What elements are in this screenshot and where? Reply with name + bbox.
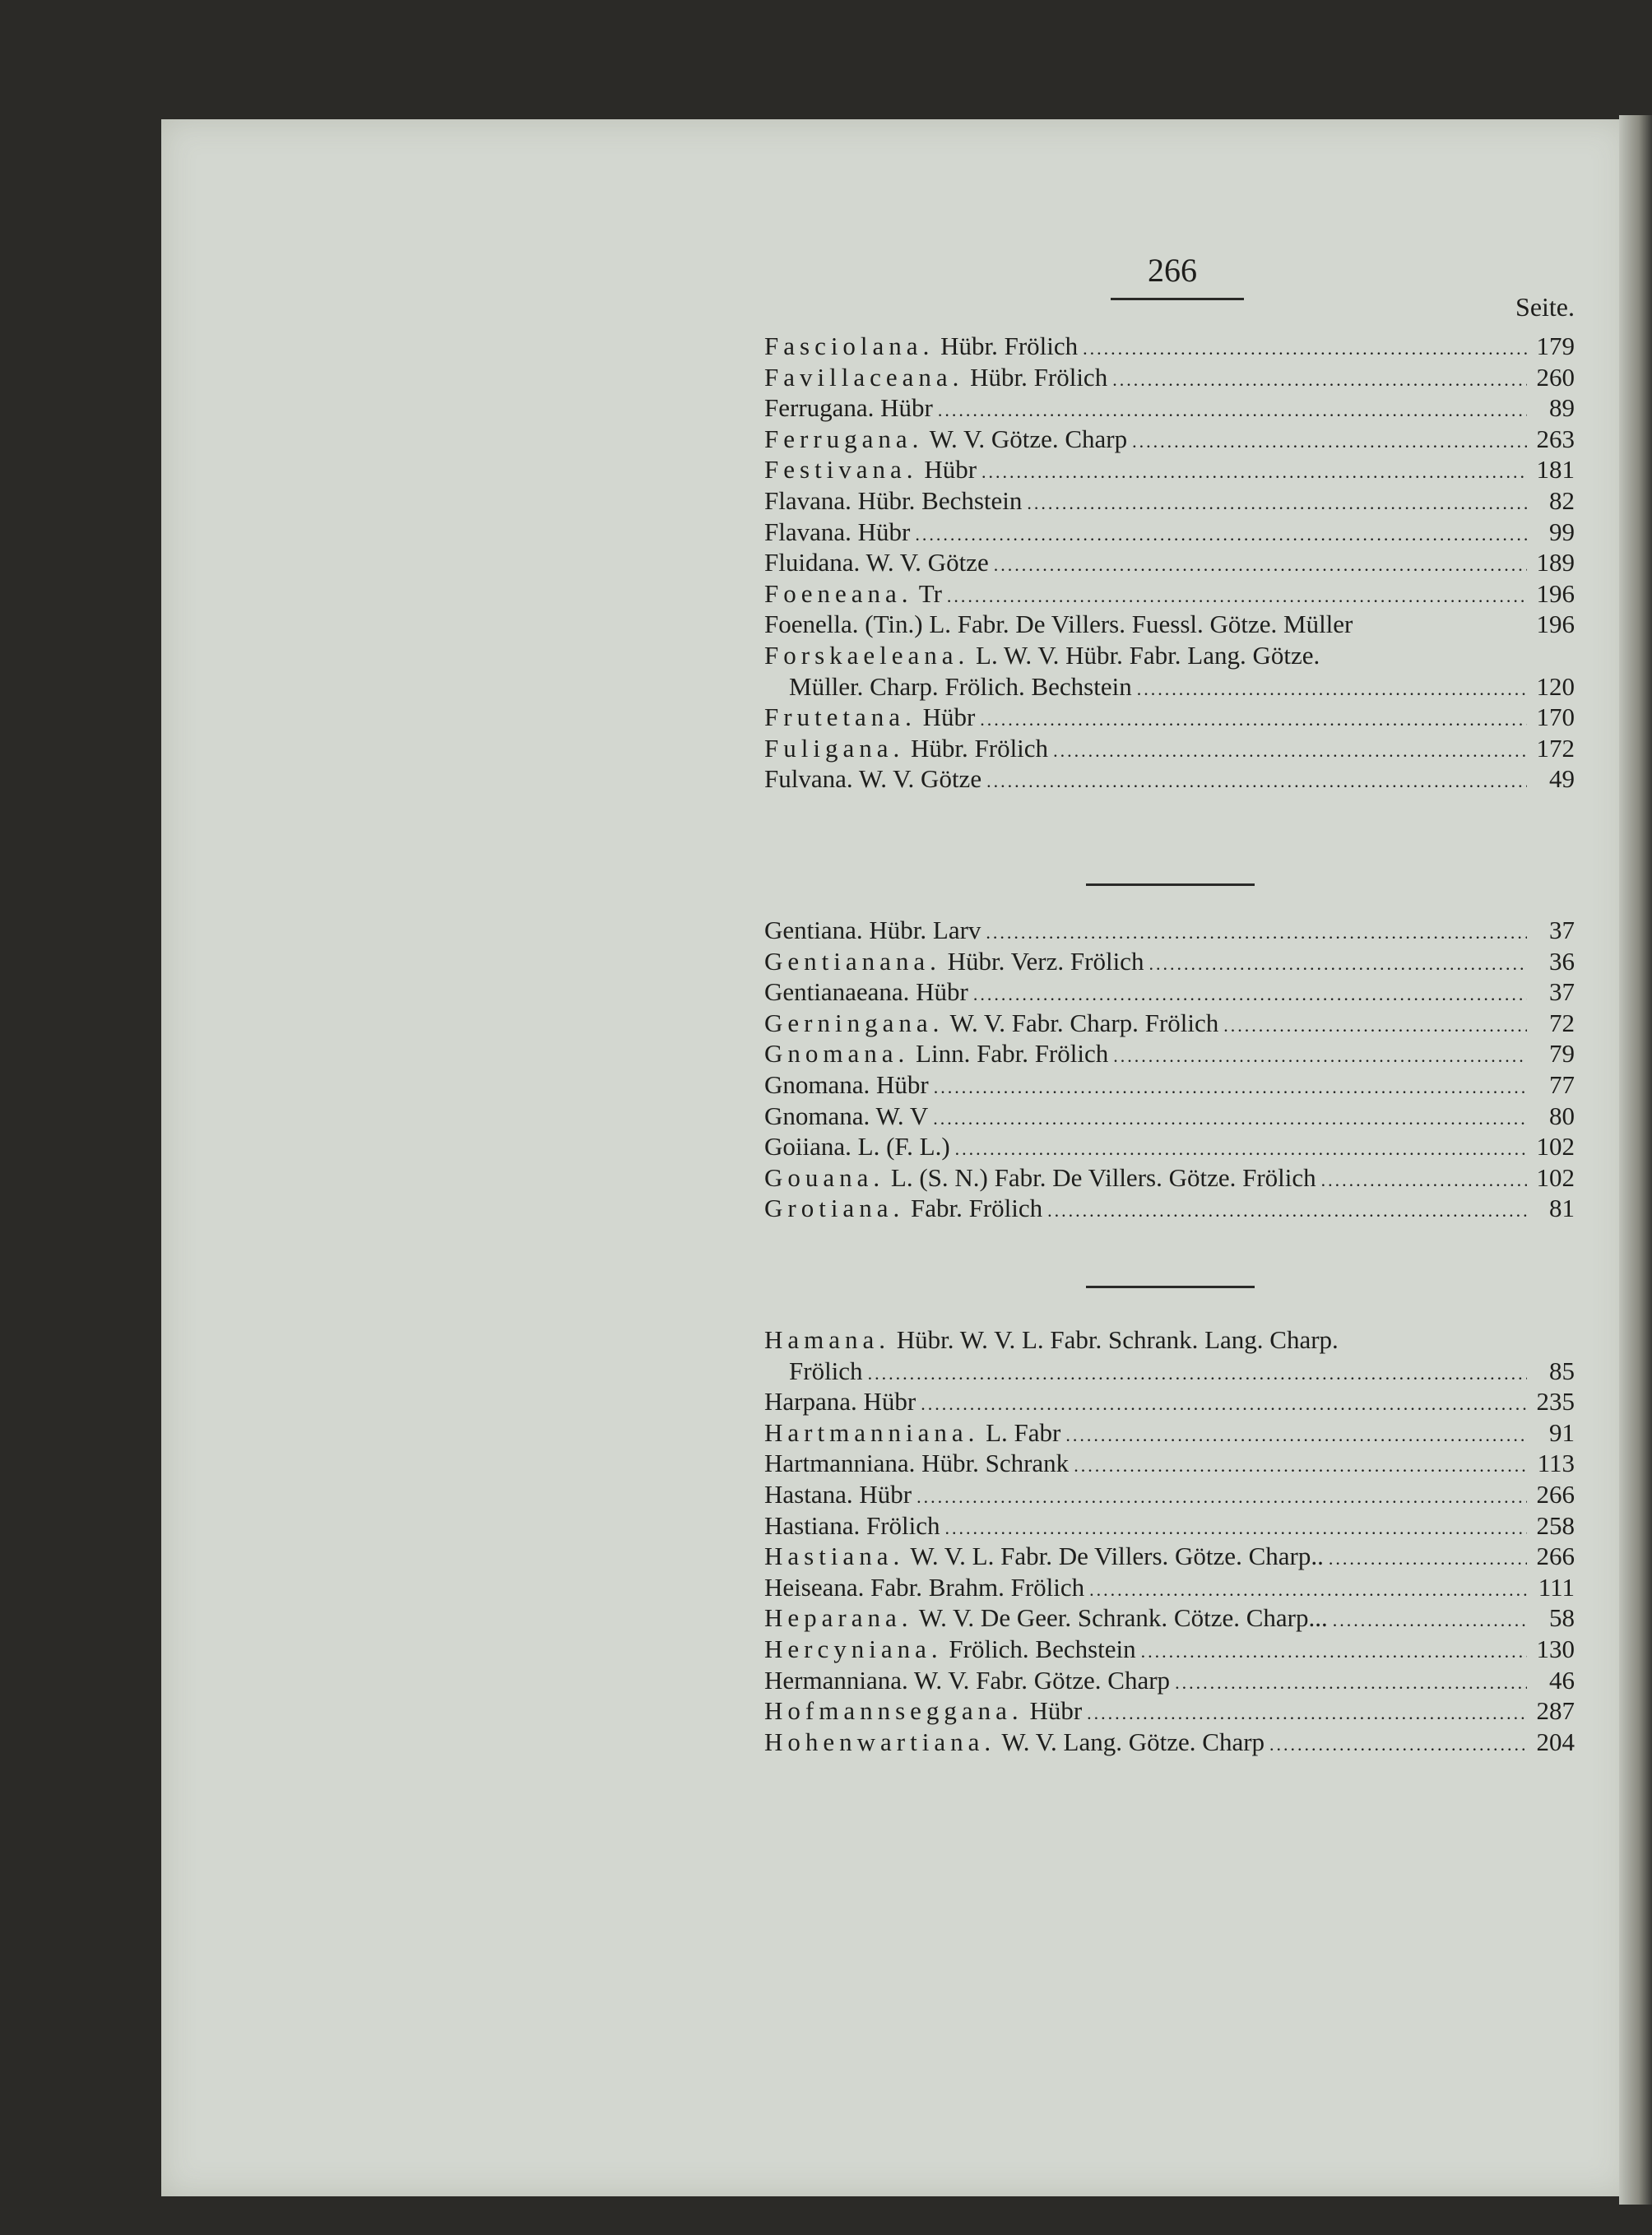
authors: Hübr [909,977,968,1007]
page-ref: 130 [1536,1634,1575,1663]
dot-leader [1065,1420,1527,1451]
authors: Frölich [860,1510,940,1540]
authors: Hübr. Larv [862,916,981,944]
index-entry [764,424,1575,455]
dot-leader [947,581,1527,612]
page-ref: 58 [1549,1603,1575,1633]
species-name: Hartmanniana. [764,1449,916,1478]
index-entry [764,1541,1575,1572]
index-entry [764,1008,1575,1039]
page-ref: 79 [1549,1039,1575,1069]
page-ref: 196 [1536,610,1575,639]
dot-leader [921,1389,1527,1420]
index-entry [764,1727,1575,1758]
page-ref: 99 [1549,517,1575,546]
page-ref: 196 [1536,578,1575,608]
page-ref: 91 [1549,1417,1575,1447]
index-entry [764,547,1575,578]
species-name: Foeneana. [764,578,913,608]
authors: Hübr [856,1387,916,1417]
authors: Fabr. Brahm. Frölich [864,1572,1085,1602]
index-entry [764,1069,1575,1101]
page-ref: 266 [1536,1542,1575,1571]
authors: Frölich [789,1356,863,1385]
species-name: Gerningana. [764,1008,944,1037]
authors: Hübr. Frölich [963,362,1108,392]
species-name: Flavana. [764,517,852,546]
species-name: Ferrugana. [764,424,924,453]
species-name: Goiiana. [764,1132,852,1162]
index-entry [764,1479,1575,1510]
dot-leader [868,1358,1527,1389]
dot-leader [1074,1450,1527,1481]
dot-leader [955,1134,1527,1165]
index-entry [764,1386,1575,1417]
page-ref: 36 [1549,946,1575,976]
species-name: Harpana. [764,1387,857,1417]
species-name: Gnomana. [764,1069,870,1099]
species-name: Heiseana. [764,1572,865,1602]
index-entry [764,1572,1575,1603]
species-name: Gnomana. [764,1039,910,1069]
index-entry [764,517,1575,548]
page-ref: 235 [1536,1387,1575,1417]
index-entry [764,946,1575,977]
dot-leader [1047,1195,1527,1226]
index-entry [764,1634,1575,1665]
dot-leader [973,979,1527,1010]
index-entry [764,671,1575,702]
species-name: Gnomana. [764,1101,870,1130]
species-name: Hartmanniana. [764,1417,980,1447]
page-ref: 172 [1536,733,1575,763]
dot-leader [933,1103,1527,1134]
species-name: Hermanniana. [764,1665,908,1695]
authors: L. (F. L.) [851,1132,950,1162]
index-entry [764,733,1575,764]
page-ref: 263 [1536,424,1575,453]
species-name: Hofmannseggana. [764,1696,1023,1726]
index-entry [764,1356,1575,1387]
authors: Hübr. Frölich [904,733,1049,763]
index-entry [764,392,1575,424]
species-name: Fluidana. [764,548,861,577]
species-name: Fulvana. [764,764,853,794]
index-entry [764,1602,1575,1634]
page-ref: 81 [1549,1194,1575,1223]
dot-leader [980,704,1527,735]
species-name: Heparana. [764,1603,913,1633]
dot-leader [1333,1605,1527,1636]
page-ref: 102 [1536,1162,1575,1192]
authors: W. V. De Geer. Schrank. Cötze. Charp... [912,1603,1328,1633]
species-name: Hamana. [764,1325,891,1354]
species-name: Gouana. [764,1162,885,1192]
dot-leader [1083,333,1527,364]
authors: W. V. L. Fabr. De Villers. Götze. Charp.. [904,1542,1324,1571]
dot-leader [1141,1636,1527,1667]
authors: W. V [870,1101,929,1130]
page-ref: 49 [1549,764,1575,794]
page-ref: 111 [1538,1572,1575,1602]
page-ref: 80 [1549,1101,1575,1130]
authors: Hübr. W. V. L. Fabr. Schrank. Lang. Charp. [890,1325,1339,1354]
authors: Hübr [916,702,976,732]
authors: W. V. Götze [860,548,989,577]
authors: L. W. V. Hübr. Fabr. Lang. Götze. [969,640,1320,670]
species-name: Grotiana. [764,1194,905,1223]
dot-leader [1113,1041,1527,1072]
page-number: 266 [1148,252,1197,289]
page-ref: 89 [1549,393,1575,423]
page-ref: 179 [1536,332,1575,360]
species-name: Gentiana. [764,916,863,944]
species-name: Festivana. [764,455,918,485]
page-ref: 181 [1536,455,1575,485]
authors: W. V. Götze. Charp [923,424,1128,453]
authors: Tr [912,578,942,608]
page-ref: 260 [1536,362,1575,392]
authors: W. V. Lang. Götze. Charp [995,1727,1265,1756]
dot-leader [1175,1667,1527,1699]
authors: Hübr [852,1479,912,1509]
authors: Müller. Charp. Frölich. Bechstein [789,671,1132,701]
authors: Hübr [874,393,933,423]
index-section-h [764,1324,1575,1757]
species-name: Hastiana. [764,1542,905,1571]
authors: W. V. Götze [852,764,982,794]
authors: W. V. Fabr. Charp. Frölich [944,1008,1219,1037]
species-name: Fuligana. [764,733,905,763]
dot-leader [934,1072,1527,1103]
index-entry [764,1101,1575,1132]
dot-leader [981,457,1527,488]
index-entry [764,331,1575,362]
index-entry [764,1131,1575,1162]
species-name: Frutetana. [764,702,916,732]
dot-leader [1027,488,1527,519]
index-entry [764,1038,1575,1069]
authors: L. (S. N.) Fabr. De Villers. Götze. Frölich [884,1162,1316,1192]
authors: W. V. Fabr. Götze. Charp [907,1665,1171,1695]
species-name: Gentianana. [764,946,941,976]
page-ref: 85 [1549,1356,1575,1385]
authors: Hübr. Frölich [934,332,1079,360]
authors: Fabr. Frölich [904,1194,1043,1223]
index-entry [764,1193,1575,1224]
page-ref: 204 [1536,1727,1575,1756]
dot-leader [1223,1010,1527,1041]
index-entry [764,640,1575,671]
page-ref: 266 [1536,1479,1575,1509]
dot-leader [1329,1543,1527,1574]
authors: Hübr [870,1069,929,1099]
index-entry [764,1324,1575,1356]
index-entry [764,1162,1575,1194]
authors: L. Fabr [979,1417,1061,1447]
authors: (Tin.) L. Fabr. De Villers. Fuessl. Götze. Müller [858,610,1353,639]
page-ref: 120 [1536,671,1575,701]
species-name: Hastana. [764,1479,853,1509]
species-name: Forskaeleana. [764,640,970,670]
index-entry [764,763,1575,795]
page-ref: 82 [1549,485,1575,515]
species-name: Hercyniana. [764,1634,943,1663]
species-name: Gentianaeana. [764,977,910,1007]
species-name: Flavana. [764,485,852,515]
page-edge [1619,115,1652,2205]
page-ref: 258 [1536,1510,1575,1540]
authors: Hübr [1023,1696,1083,1726]
authors: Hübr. Verz. Frölich [940,946,1144,976]
species-name: Ferrugana. [764,393,875,423]
authors: Linn. Fabr. Frölich [909,1039,1109,1069]
species-name: Hastiana. [764,1510,861,1540]
dot-leader [1087,1698,1527,1729]
dot-leader [1149,948,1527,980]
header-rule [1111,298,1244,300]
index-entry [764,702,1575,733]
page-ref: 170 [1536,702,1575,732]
dot-leader [1089,1574,1527,1606]
species-name: Hohenwartiana. [764,1727,996,1756]
species-name: Favillaceana. [764,362,964,392]
index-entry [764,1665,1575,1696]
dot-leader [986,766,1527,797]
authors: Hübr [917,455,977,485]
column-header: Seite. [1515,292,1575,322]
index-entry [764,362,1575,393]
page-ref: 72 [1549,1008,1575,1037]
index-section-g [764,915,1575,1224]
index-entry [764,1695,1575,1727]
index-entry [764,609,1575,640]
page-ref: 77 [1549,1069,1575,1099]
dot-leader [1137,674,1527,705]
page-ref: 37 [1549,916,1575,944]
dot-leader [915,519,1527,550]
dot-leader [945,1513,1527,1544]
page-ref: 189 [1536,548,1575,577]
page-ref: 37 [1549,977,1575,1007]
index-entry [764,1417,1575,1449]
index-entry [764,915,1575,946]
section-divider [1086,1286,1255,1288]
index-section-f [764,331,1575,795]
dot-leader [1321,1165,1527,1196]
authors: Hübr [851,517,911,546]
page-ref: 102 [1536,1132,1575,1162]
dot-leader [1053,735,1527,767]
page-ref: 113 [1537,1449,1575,1478]
authors: Hübr. Bechstein [851,485,1023,515]
index-entry [764,976,1575,1008]
authors: Hübr. Schrank [915,1449,1070,1478]
index-entry [764,1448,1575,1479]
index-entry [764,485,1575,517]
dot-leader [1269,1729,1527,1760]
index-entry [764,454,1575,485]
page-ref: 46 [1549,1665,1575,1695]
species-name: Foenella. [764,610,859,639]
dot-leader [916,1481,1527,1513]
index-entry [764,1510,1575,1542]
dot-leader [1112,364,1527,396]
page-ref: 287 [1536,1696,1575,1726]
dot-leader [986,917,1527,948]
index-entry [764,578,1575,610]
dot-leader [1132,426,1527,457]
dot-leader [938,395,1527,426]
species-name: Fasciolana. [764,332,935,360]
section-divider [1086,883,1255,886]
dot-leader [994,549,1527,581]
authors: Frölich. Bechstein [942,1634,1136,1663]
